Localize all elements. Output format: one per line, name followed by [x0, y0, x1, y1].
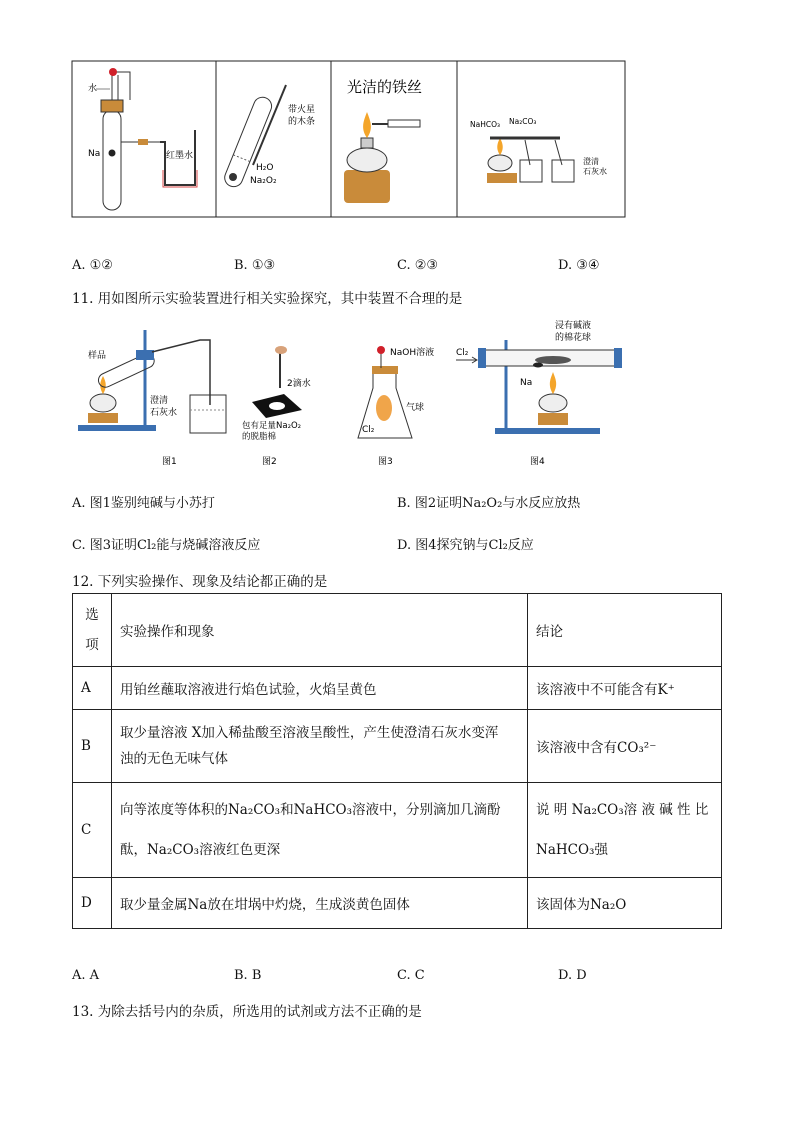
q11-figure-panel	[0, 310, 794, 470]
q12-table	[72, 593, 722, 929]
balloon-label: 气球	[406, 403, 425, 413]
q11-option-c: C. 图3证明Cl₂能与烧碱溶液反应	[72, 538, 261, 553]
q12-option-d: D. D	[558, 968, 587, 983]
sample-label: 样品	[88, 351, 107, 361]
q12-option-a: A. A	[72, 968, 100, 983]
na2o2-label: Na₂O₂	[250, 176, 277, 186]
na-label-fig4: Na	[520, 378, 533, 388]
cotton-label-1: 包有足量Na₂O₂	[242, 421, 302, 431]
row-operation: 取少量溶液 X加入稀盐酸至溶液呈酸性，产生使澄清石灰水变浑 浊的无色无味气体	[112, 710, 528, 783]
q11-option-b: B. 图2证明Na₂O₂与水反应放热	[397, 496, 581, 511]
lime-label-1: 澄清	[150, 396, 169, 406]
q11-fig1-apparatus	[78, 330, 226, 467]
table-row	[73, 783, 722, 878]
figure-carbonate-heating	[470, 117, 607, 183]
q12-stem: 12. 下列实验操作、现象及结论都正确的是	[72, 574, 328, 590]
row-conclusion: 该固体为Na₂O	[528, 878, 722, 929]
q10-option-b: B. ①③	[234, 258, 276, 273]
q13-stem: 13. 为除去括号内的杂质，所选用的试剂或方法不正确的是	[72, 1004, 422, 1020]
row-option: A	[73, 667, 112, 710]
q12-option-c: C. C	[397, 968, 425, 983]
row-conclusion: 该溶液中不可能含有K⁺	[528, 667, 722, 710]
cl2-label-fig4: Cl₂	[456, 348, 469, 358]
q10-figure-panel	[0, 0, 794, 230]
q10-option-d: D. ③④	[558, 258, 600, 273]
table-row	[73, 878, 722, 929]
q10-option-c: C. ②③	[397, 258, 439, 273]
figure-iron-wire-lamp	[344, 78, 422, 203]
q11-fig2-apparatus	[242, 346, 311, 467]
row-option: D	[73, 878, 112, 929]
ink-label: 红墨水	[166, 151, 194, 161]
lime-label-2: 石灰水	[150, 408, 178, 418]
naoh-label: NaOH溶液	[390, 348, 435, 358]
header-conclusion-cell: 结论	[528, 594, 722, 667]
q11-fig3-apparatus	[358, 346, 434, 467]
limewater-label-2: 石灰水	[583, 167, 607, 176]
header-option-cell: 选 项	[73, 594, 112, 667]
table-header-row	[73, 594, 722, 667]
q12-option-b: B. B	[234, 968, 262, 983]
row-option: C	[73, 783, 112, 878]
water-label: 水	[88, 84, 98, 94]
q11-fig4-apparatus	[456, 319, 622, 467]
limewater-label-1: 澄清	[583, 157, 599, 166]
cotton-ball-label-1: 浸有碱液	[555, 321, 592, 331]
stick-label-2: 的木条	[288, 117, 316, 127]
q11-option-d: D. 图4探究钠与Cl₂反应	[397, 538, 534, 553]
na-label: Na	[88, 149, 101, 159]
fig3-title: 光洁的铁丝	[347, 78, 423, 96]
q11-stem: 11. 用如图所示实验装置进行相关实验探究，其中装置不合理的是	[72, 291, 463, 307]
header-operation-cell: 实验操作和现象	[112, 594, 528, 667]
q11-fig1-caption: 图1	[162, 457, 177, 467]
q11-fig2-caption: 图2	[262, 457, 277, 467]
row-conclusion: 该溶液中含有CO₃²⁻	[528, 710, 722, 783]
q10-option-a: A. ①②	[72, 258, 113, 273]
figure-na2o2-glowing-stick	[222, 85, 315, 189]
figure-na-water-u-tube	[88, 68, 197, 210]
cl2-label-fig3: Cl₂	[362, 425, 375, 435]
table-row	[73, 667, 722, 710]
row-operation: 向等浓度等体积的Na₂CO₃和NaHCO₃溶液中，分别滴加几滴酚 酞，Na₂CO₃溶液红色更深	[112, 783, 528, 878]
cotton-label-2: 的脱脂棉	[242, 432, 277, 442]
q11-fig4-caption: 图4	[530, 457, 545, 467]
stick-label-1: 带火星	[288, 105, 316, 115]
nahco3-label: NaHCO₃	[470, 120, 500, 129]
h2o-label: H₂O	[256, 163, 274, 173]
row-operation: 取少量金属Na放在坩埚中灼烧，生成淡黄色固体	[112, 878, 528, 929]
row-conclusion: 说 明 Na₂CO₃溶 液 碱 性 比 NaHCO₃强	[528, 783, 722, 878]
table-row	[73, 710, 722, 783]
na2co3-label: Na₂CO₃	[509, 117, 537, 126]
water-drops-label: 2滴水	[287, 379, 311, 389]
cotton-ball-label-2: 的棉花球	[555, 333, 592, 343]
row-operation: 用铂丝蘸取溶液进行焰色试验，火焰呈黄色	[112, 667, 528, 710]
q11-option-a: A. 图1鉴别纯碱与小苏打	[72, 496, 215, 511]
row-option: B	[73, 710, 112, 783]
q11-fig3-caption: 图3	[378, 457, 393, 467]
